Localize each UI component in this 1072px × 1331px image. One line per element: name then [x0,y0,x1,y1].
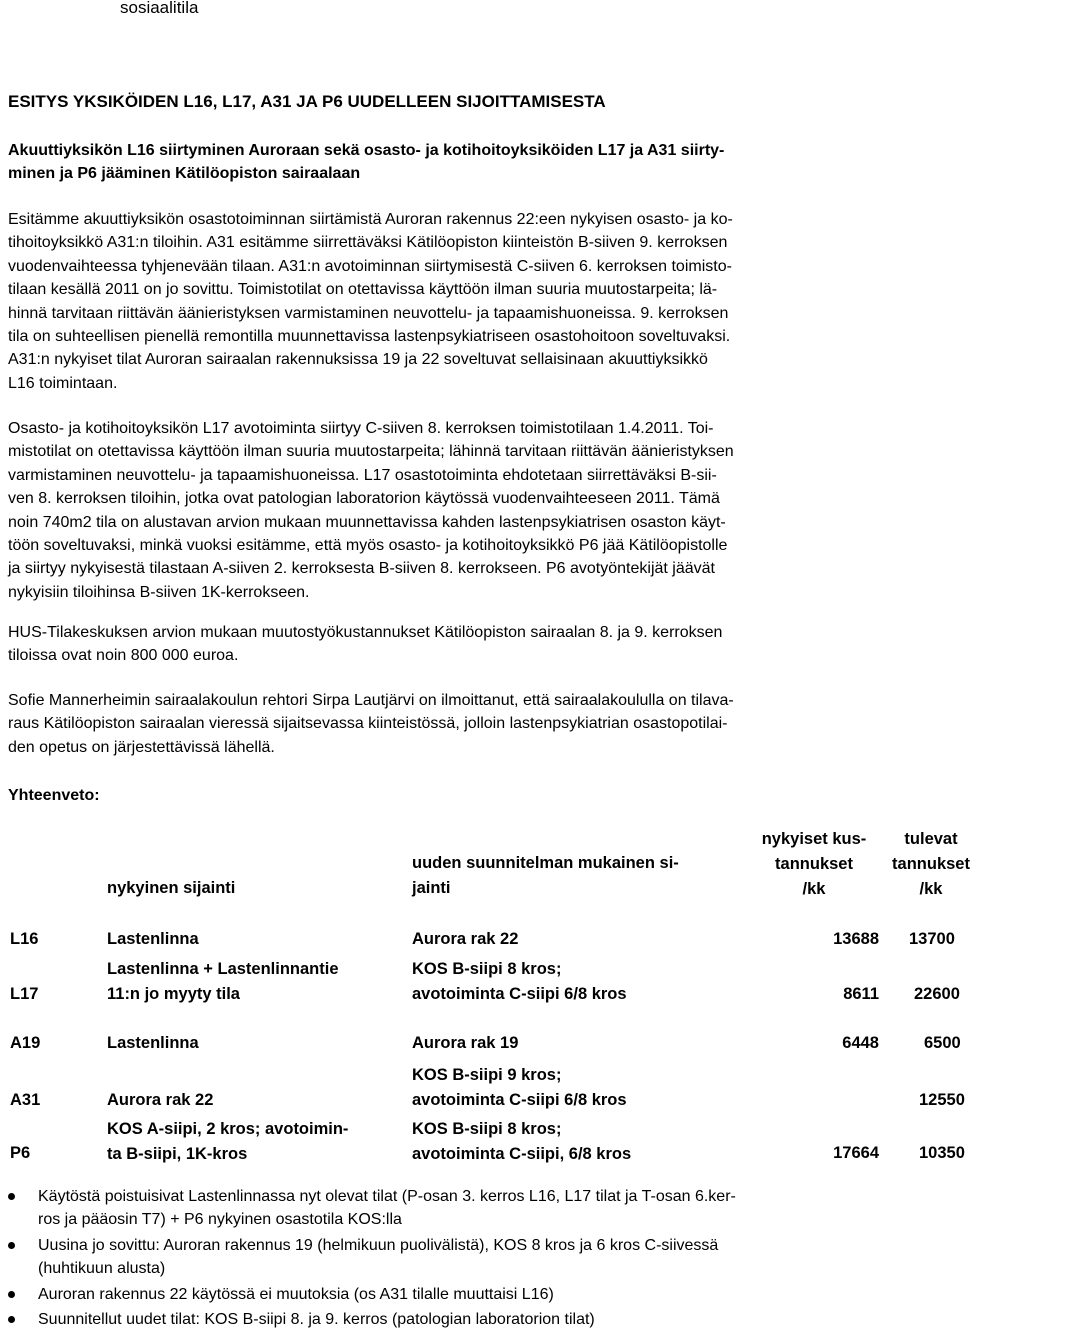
bullet-dot-icon [8,1242,15,1249]
paragraph-1 [8,208,960,395]
paragraph-line: Osasto- ja kotihoitoyksikön L17 avotoiminta siirtyy C-siiven 8. kerroksen toimistotilaan 1.4.2011. Toi- [8,420,714,437]
table-row-new-location: Aurora rak 22 [412,930,519,948]
bullet-dot-icon [8,1316,15,1323]
header-current-cost: nykyiset kus- tannukset /kk [761,830,867,898]
paragraph-line: tilaan kesällä 2011 on jo sovittu. Toimistotilat on otettavissa käyttöön ilman suuria muutostarpeita; lä- [8,281,718,299]
table-row-future-cost: 10350 [919,1144,965,1162]
table-row-unit: L17 [10,985,39,1003]
table-row-current-location: KOS A-siipi, 2 kros; avotoimin- ta B-siipi, 1K-kros [107,1120,349,1163]
table-row-new-location: KOS B-siipi 8 kros; avotoiminta C-siipi, 6/8 kros [412,1120,632,1163]
paragraph-line: nykyisiin tiloihinsa B-siiven 1K-kerrokseen. [8,583,310,601]
paragraph-line: mistotilat on otettavissa käyttöön ilman suuria muutostarpeita; lähinnä tarvitaan riittävän äänieristyksen [8,443,734,461]
paragraph-2 [8,417,960,604]
table-row-future-cost: 13700 [909,930,955,948]
bullet-item [0,1234,960,1281]
table-row-new-location: Aurora rak 19 [412,1034,519,1052]
bullet-item [0,1185,960,1232]
table-row-current-location: Lastenlinna + Lastenlinnantie 11:n jo myyty tila [107,960,339,1003]
bullet-line: Uusina jo sovittu: Auroran rakennus 19 (helmikuun puolivälistä), KOS 8 kros ja 6 kros C-siivessä [38,1236,719,1254]
bullet-line: Suunnitellut uudet tilat: KOS B-siipi 8. ja 9. kerros (patologian laboratorion tilat) [38,1311,595,1329]
bullet-item [0,1283,960,1306]
paragraph-line: tila on suhteellisen pienellä remontilla muunnettavissa lastenpsykiatriseen osastohoitoon soveltuvaksi. [8,328,731,346]
paragraph-line: vuodenvaihteessa tyhjenevään tilaan. A31:n avotoiminnan siirtymisestä C-siiven 6. kerroksen toimisto- [8,257,732,275]
table-row-future-cost: 22600 [914,985,960,1003]
paragraph-line: noin 740m2 tila on alustavan arvion mukaan muunnettavissa kahden lastenpsykiatrisen osaston käyt- [8,513,726,531]
paragraph-line: tiloissa ovat noin 800 000 euroa. [8,647,239,665]
table-row-unit: P6 [10,1144,31,1162]
table-row-current-cost: 13688 [833,930,879,948]
table-row-new-location: KOS B-siipi 9 kros; avotoiminta C-siipi 6/8 kros [412,1066,627,1109]
paragraph-line: Esitämme akuuttiyksikön osastotoiminnan siirtämistä Auroran rakennus 22:een nykyisen osasto- ja ko- [8,211,733,228]
table-row-unit: A19 [10,1034,41,1052]
paragraph-4 [8,689,960,759]
paragraph-line: tihoitoyksikkö A31:n tiloihin. A31 esitämme siirrettäväksi Kätilöopiston kiinteistön B-siiven 9. kerroksen [8,234,728,252]
paragraph-line: Sofie Mannerheimin sairaalakoulun rehtori Sirpa Lautjärvi on ilmoittanut, että sairaalakoululla on tilava- [8,692,734,709]
table-row-current-location: Lastenlinna [107,1034,199,1052]
table-row-new-location: KOS B-siipi 8 kros; avotoiminta C-siipi 6/8 kros [412,960,627,1003]
bullet-line: Auroran rakennus 22 käytössä ei muutoksia (os A31 tilalle muuttaisi L16) [38,1285,554,1303]
header-current-location: nykyinen sijainti [107,879,236,897]
summary-heading: Yhteenveto: [8,787,100,804]
paragraph-line: L16 toimintaan. [8,374,118,392]
table-row-current-cost: 17664 [833,1144,879,1162]
bullet-line: Käytöstä poistuisivat Lastenlinnassa nyt olevat tilat (P-osan 3. kerros L16, L17 tilat ja T-osan 6.ker- [38,1188,736,1205]
header-label: sosiaalitila [120,0,199,17]
table-row-current-cost: 6448 [842,1034,879,1052]
subtitle-line: Akuuttiyksikön L16 siirtyminen Auroraan sekä osasto- ja kotihoitoyksiköiden L17 ja A31 siirty- [8,142,725,159]
table-row-unit: L16 [10,930,39,948]
bullet-line: ros ja pääosin T7) + P6 nykyinen osastotila KOS:lla [38,1211,402,1229]
header-new-location: uuden suunnitelman mukainen si- jainti [412,854,679,897]
paragraph-line: A31:n nykyiset tilat Auroran sairaalan rakennuksissa 19 ja 22 soveltuvat sellaisinaan akuuttiyksikkö [8,351,708,369]
bullet-dot-icon [8,1291,15,1298]
document-subtitle [8,139,960,186]
table-row-current-cost: 8611 [843,985,879,1003]
paragraph-line: ja siirtyy nykyisestä tilastaan A-siiven 2. kerroksesta B-siiven 8. kerrokseen. P6 avotyöntekijät jäävät [8,560,715,578]
header-future-cost: tulevat tannukset /kk [892,830,970,898]
bullet-dot-icon [8,1193,15,1200]
table-row-current-location: Lastenlinna [107,930,199,948]
table-row-future-cost: 6500 [924,1034,961,1052]
paragraph-3 [8,621,960,668]
bullet-item [0,1308,960,1331]
summary-bullet-list [0,1185,960,1331]
paragraph-line: varmistaminen neuvottelu- ja tapaamishuoneissa. L17 osastotoiminta ehdotetaan siirrettäväksi B-sii- [8,466,717,484]
table-row-unit: A31 [10,1091,41,1109]
paragraph-line: raus Kätilöopiston sairaalan vieressä sijaitsevassa kiinteistössä, jolloin lastenpsykiatrian osastopotilai- [8,715,728,733]
table-row-current-location: Aurora rak 22 [107,1091,214,1109]
paragraph-line: hinnä tarvitaan riittävän äänieristyksen varmistaminen neuvottelu- ja tapaamishuoneissa. 9. kerroksen [8,304,729,322]
document-title: ESITYS YKSIKÖIDEN L16, L17, A31 JA P6 UUDELLEEN SIJOITTAMISESTA [8,92,606,111]
paragraph-line: den opetus on järjestettävissä lähellä. [8,738,275,756]
bullet-line: (huhtikuun alusta) [38,1260,166,1278]
paragraph-line: ven 8. kerroksen tiloihin, jotka ovat patologian laboratorion käytössä vuodenvaihteeseen 2011. Tämä [8,490,720,508]
subtitle-line: minen ja P6 jääminen Kätilöopiston sairaalaan [8,165,361,183]
paragraph-line: HUS-Tilakeskuksen arvion mukaan muutostyökustannukset Kätilöopiston sairaalan 8. ja 9. kerroksen [8,624,723,641]
paragraph-line: töön soveltuvaksi, minkä vuoksi esitämme, että myös osasto- ja kotihoitoyksikkö P6 jää Kätilöopistolle [8,537,728,555]
table-row-future-cost: 12550 [919,1091,965,1109]
